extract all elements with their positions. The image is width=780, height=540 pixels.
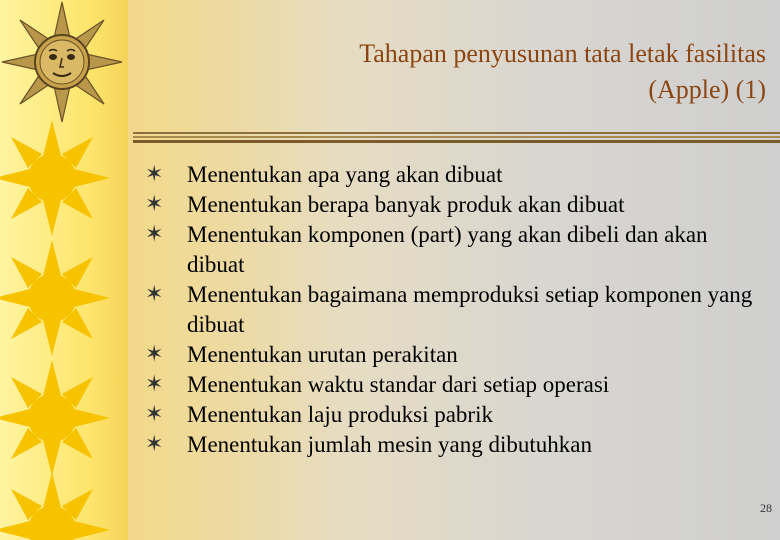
list-item: ✶ Menentukan jumlah mesin yang dibutuhkan xyxy=(145,430,765,460)
star-bullet-icon: ✶ xyxy=(145,192,164,217)
star-bullet-icon: ✶ xyxy=(145,222,164,247)
slide-title-line-2: (Apple) (1) xyxy=(648,75,766,104)
slide-title xyxy=(206,36,766,108)
bullet-list xyxy=(145,160,765,460)
star-bullet-icon: ✶ xyxy=(145,282,164,307)
list-item: ✶ Menentukan berapa banyak produk akan dibuat xyxy=(145,190,765,220)
sun-icon xyxy=(0,118,128,238)
slide-title-line-1: Tahapan penyusunan tata letak fasilitas xyxy=(359,39,766,68)
title-divider xyxy=(133,132,780,145)
list-item: ✶ Menentukan komponen (part) yang akan dibeli dan akan dibuat xyxy=(145,222,708,277)
star-bullet-icon: ✶ xyxy=(145,162,164,187)
star-bullet-icon: ✶ xyxy=(145,372,164,397)
sun-icon xyxy=(0,238,128,358)
sun-face-icon xyxy=(0,0,128,125)
page-number: 28 xyxy=(760,501,772,515)
list-item: ✶ Menentukan apa yang akan dibuat xyxy=(145,160,765,190)
star-bullet-icon: ✶ xyxy=(145,402,164,427)
list-item: ✶ Menentukan laju produksi pabrik xyxy=(145,400,765,430)
sun-icon xyxy=(0,470,128,540)
sun-icon xyxy=(0,358,128,478)
list-item: ✶ Menentukan waktu standar dari setiap operasi xyxy=(145,370,765,400)
list-item: ✶ Menentukan bagaimana memproduksi setiap komponen yang dibuat xyxy=(145,282,753,337)
star-bullet-icon: ✶ xyxy=(145,432,164,457)
list-item: ✶ Menentukan urutan perakitan xyxy=(145,340,765,370)
star-bullet-icon: ✶ xyxy=(145,342,164,367)
